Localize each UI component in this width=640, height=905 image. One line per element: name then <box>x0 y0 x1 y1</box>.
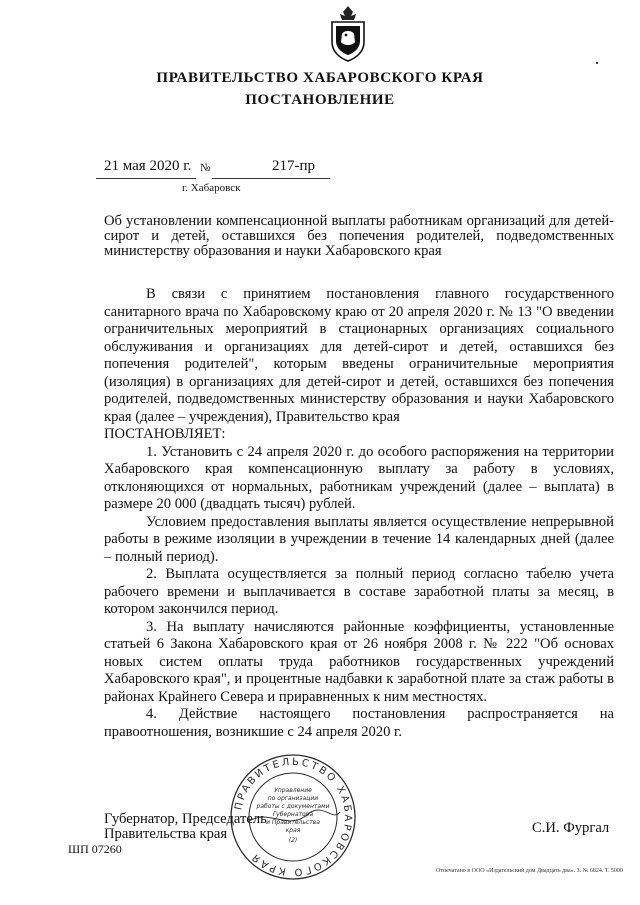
document-body <box>104 286 614 741</box>
svg-text:ПРАВИТЕЛЬСТВО ХАБАРОВСКОГО КРА: ПРАВИТЕЛЬСТВО ХАБАРОВСКОГО КРАЯ <box>233 756 354 878</box>
document-number: 217-пр <box>272 158 316 174</box>
printer-imprint: Отпечатано в ООО «Издательский дом Двадцать два». З. № 6824. Т. 5000 <box>436 868 623 874</box>
decree-word: ПОСТАНОВЛЯЕТ: <box>104 426 226 442</box>
signatory-title <box>104 812 267 842</box>
paragraph-4: 4. Действие настоящего постановления распространяется на правоотношения, возникшие с 24 апреля 2020 г. <box>104 706 614 740</box>
svg-text:по организации: по организации <box>267 795 319 802</box>
number-sign: № <box>200 162 211 174</box>
signatory-name: С.И. Фургал <box>532 820 610 836</box>
government-heading: ПРАВИТЕЛЬСТВО ХАБАРОВСКОГО КРАЯ <box>156 70 484 86</box>
paragraph-2: 2. Выплата осуществляется за полный период согласно табелю учета рабочего времени и выплачивается в составе заработной платы за месяц, в котором закончился период. <box>104 566 614 617</box>
form-code: ШП 07260 <box>68 842 122 856</box>
document-subject: Об установлении компенсационной выплаты работникам организаций для детей-сирот и детей, оставшихся без попечения родителей, подведомственных министерству образования и науки Хабаровского края <box>104 213 614 259</box>
svg-text:работы с документами: работы с документами <box>256 803 330 810</box>
paragraph-1: 1. Установить с 24 апреля 2020 г. до особого распоряжения на территории Хабаровского края компенсационную выплату за работу в условиях, отклоняющихся от нормальных, работникам учреждений (далее – выплата) в размере 20 000 (двадцать тысяч) рублей. <box>104 443 614 512</box>
scan-speck <box>596 62 598 64</box>
signatory-title-line2: Правительства края <box>104 826 228 842</box>
svg-text:Губернатора: Губернатора <box>272 811 314 818</box>
document-city: г. Хабаровск <box>182 182 241 194</box>
svg-text:(2): (2) <box>288 837 298 844</box>
date-underline <box>96 178 196 179</box>
intro-paragraph: В связи с принятием постановления главного государственного санитарного врача по Хабаровскому краю от 20 апреля 2020 г. № 13 "О введении ограничительных мероприятий в стационарных организациях социального обслуживания и организациях для детей-сирот и детей, оставшихся без попечения родителей", которым введены ограничительные мероприятия (изоляция) в организациях для детей-сирот и детей, оставшихся без попечения родителей, подведомственных министерству образования и науки Хабаровского края (далее – учреждения), Правительство края <box>104 286 614 425</box>
coat-of-arms-emblem <box>328 4 368 62</box>
document-type-heading: ПОСТАНОВЛЕНИЕ <box>245 92 395 108</box>
signatory-title-line1: Губернатор, Председатель <box>104 811 267 827</box>
paragraph-3: 3. На выплату начисляются районные коэффициенты, установленные статьей 6 Закона Хабаровского края от 26 ноября 2008 г. № 222 "Об основах новых систем оплаты труда работников государственных учреждений Хабаровского края", и процентные надбавки к заработной плате за стаж работы в районах Крайнего Севера и приравненных к ним местностях. <box>104 618 614 705</box>
document-date: 21 мая 2020 г. <box>104 158 192 174</box>
paragraph-1-condition: Условием предоставления выплаты является осуществление непрерывной работы в режиме изоляции в учреждении в течение 14 календарных дней (далее – полный период). <box>104 513 614 565</box>
svg-text:Управление: Управление <box>274 787 312 794</box>
svg-text:края: края <box>285 827 301 834</box>
svg-text:и Правительства: и Правительства <box>266 819 320 826</box>
number-underline <box>212 178 330 179</box>
